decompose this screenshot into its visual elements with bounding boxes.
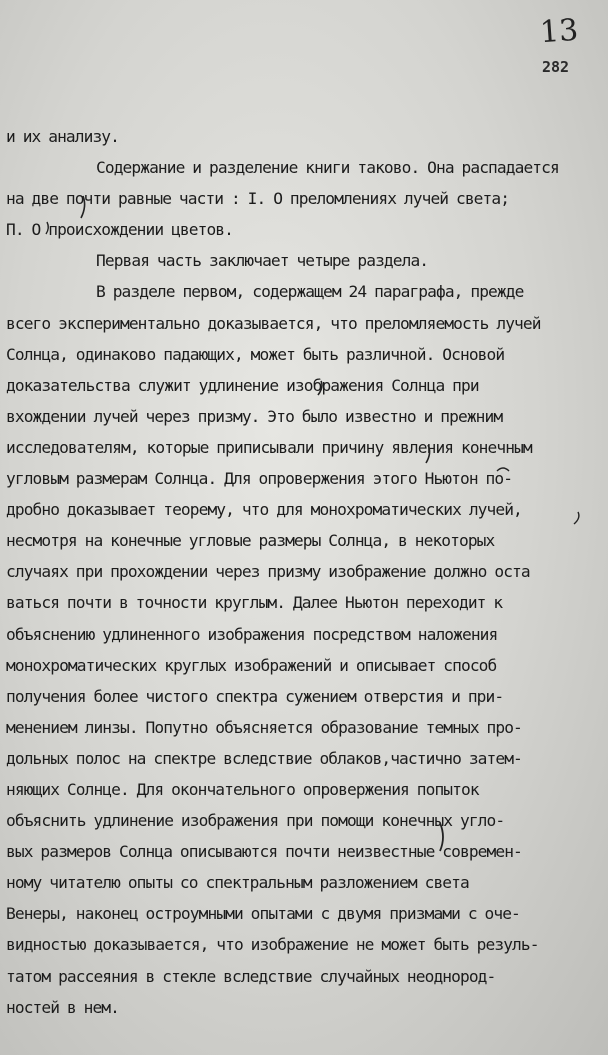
text-line: Венеры, наконец остроумными опытами с двумя призмами с оче- — [6, 904, 520, 924]
text-line: получения более чистого спектра сужением отверстия и при- — [6, 686, 504, 706]
text-line: объяснению удлиненного изображения посредством наложения — [6, 624, 498, 644]
text-line: на две почти равные части : I. О преломлениях лучей света; — [6, 189, 510, 209]
text-line: дробно доказывает теорему, что для монохроматических лучей, — [6, 500, 522, 520]
text-line: угловым размерам Солнца. Для опровержения этого Ньютон по- — [6, 469, 513, 489]
text-line: случаях при прохождении через призму изображение должно оста — [6, 562, 530, 582]
text-line: ностей в нем. — [6, 997, 119, 1017]
text-line: Содержание и разделение книги таково. Она распадается — [96, 158, 559, 178]
text-line: дольных полос на спектре вследствие облаков,частично затем- — [6, 748, 522, 768]
text-line: доказательства служит удлинение изображения Солнца при — [6, 375, 479, 395]
text-line: ваться почти в точности круглым. Далее Ньютон переходит к — [6, 593, 503, 613]
text-line: Солнца, одинаково падающих, может быть различной. Основой — [6, 344, 505, 364]
text-line: Первая часть заключает четыре раздела. — [96, 251, 429, 271]
text-line: объяснить удлинение изображения при помощи конечных угло- — [6, 811, 505, 831]
text-line: П. О происхождении цветов. — [6, 220, 233, 240]
text-line: В разделе первом, содержащем 24 параграфа, прежде — [96, 282, 524, 302]
text-line: всего экспериментально доказывается, что преломляемость лучей — [6, 313, 541, 333]
text-line: монохроматических круглых изображений и описывает способ — [6, 655, 497, 675]
page-number: 282 — [542, 58, 570, 76]
text-line: вых размеров Солнца описываются почти неизвестные современ- — [6, 842, 522, 862]
text-line: няющих Солнце. Для окончательного опровержения попыток — [6, 779, 479, 799]
text-line: ному читателю опыты со спектральным разложением света — [6, 873, 469, 893]
text-line: и их анализу. — [6, 127, 119, 146]
text-line: вхождении лучей через призму. Это было известно и прежним — [6, 406, 503, 426]
text-line: видностью доказывается, что изображение не может быть резуль- — [6, 935, 539, 955]
handwritten-folio-number: 13 — [538, 12, 580, 51]
text-line: исследователям, которые приписывали причину явления конечным — [6, 437, 532, 457]
text-line: несмотря на конечные угловые размеры Солнца, в некоторых — [6, 531, 495, 551]
text-line: менением линзы. Попутно объясняется образование темных про- — [6, 717, 522, 737]
text-line: татом рассеяния в стекле вследствие случайных неоднород- — [6, 966, 496, 986]
